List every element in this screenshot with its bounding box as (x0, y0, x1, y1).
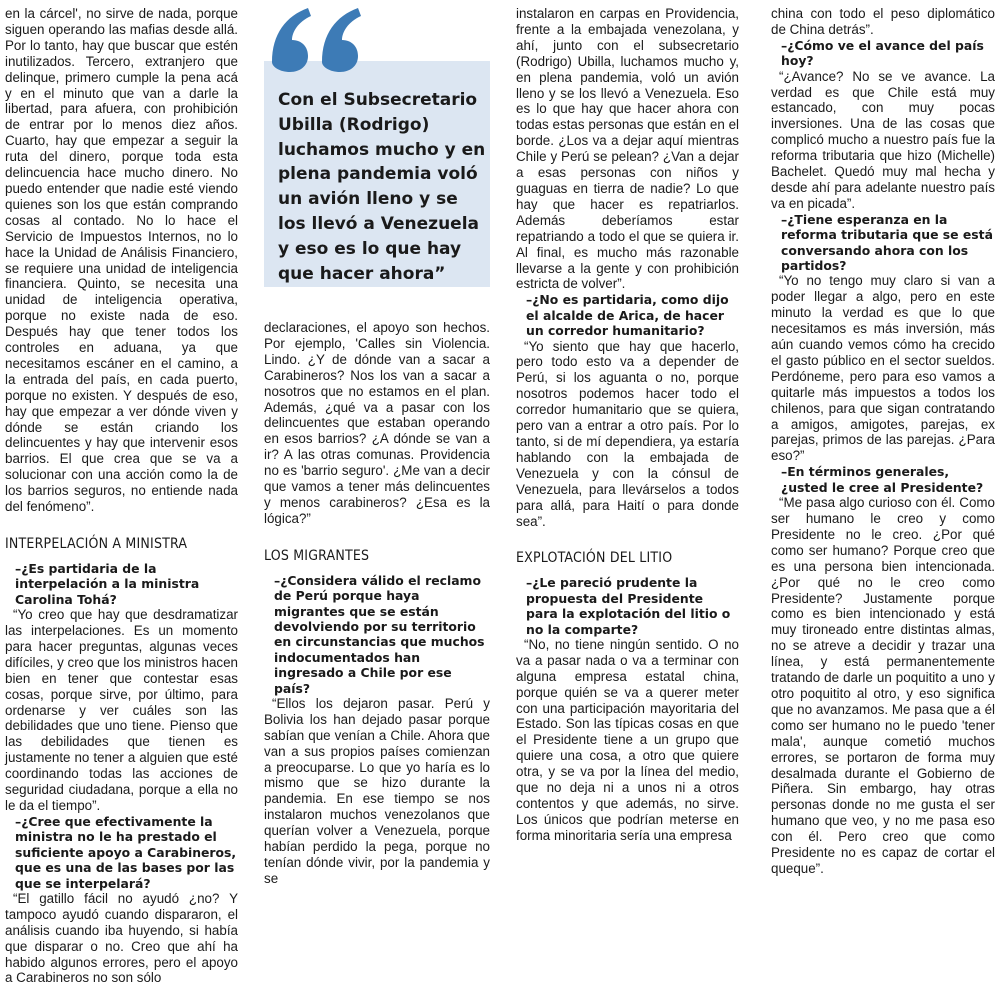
interview-question: –¿Considera válido el reclamo de Perú porque haya migrantes que se están devolviendo por su territorio en circunstancias que muchos indocumentados han ingresado a Chile por ese país? (274, 572, 485, 696)
interview-question: –En términos generales, ¿usted le cree al Presidente? (781, 464, 984, 495)
interview-question: –¿Le pareció prudente la propuesta del Presidente para la explotación del litio o no la comparte? (526, 575, 731, 637)
article-column-3 (516, 6, 739, 844)
paragraph: china con todo el peso diplomático de China detrás”. (771, 6, 995, 37)
interview-question: –¿Tiene esperanza en la reforma tributaria que se está conversando ahora con los partidos? (781, 211, 993, 273)
article-column-1 (5, 6, 238, 986)
interview-answer: “No, no tiene ningún sentido. O no va a pasar nada o va a terminar con alguna empresa estatal china, porque quién se va a querer meter con una participación mayoritaria del Estado. Son las típicas cosas en que el Presidente tiene a un grupo que quiere una cosa, a otro que quiere otra, y se va por la línea del medio, que no deja ni a unos ni a otros contentos y que además, no sirve. Los únicos que podrían meterse en forma minoritaria sería una empresa (516, 636, 739, 843)
pull-quote-text: Con el Subsecretario Ubilla (Rodrigo) luchamos mucho y en plena pandemia voló un avión lleno y se los llevó a Venezuela y eso es lo que hay que hacer ahora” (278, 90, 486, 284)
paragraph: instalaron en carpas en Providencia, frente a la embajada venezolana, y ahí, junto con el subsecretario (Rodrigo) Ubilla, luchamos mucho y, en plena pandemia, voló un avión lleno y se los llevó a Venezuela. Eso es lo que hay que hacer ahora con todas estas personas que están en el borde. ¿Los va a dejar aquí mientras Chile y Perú se pelean? ¿Van a dejar a esas personas con niños y guaguas en tierra de nadie? Lo que hay que hacer es repatriarlos. Además deberíamos estar repatriando a todo el que se quiera ir. Al final, es mucho más razonable llevarse a la gente y con prohibición estricta de volver”. (516, 6, 739, 292)
section-heading-interpelacion: INTERPELACIÓN A MINISTRA (5, 536, 188, 552)
interview-answer: “Ellos los dejaron pasar. Perú y Bolivia los han dejado pasar porque sabían que venían a Chile. Ahora que van a sus propios países comienzan a preocuparse. Lo que yo haría es lo mismo que se hizo durante la pandemia. En ese tiempo se nos instalaron muchos venezolanos que querían volver a Venezuela, porque habían perdido la pega, porque no tenían dónde vivir, por la pandemia y se (264, 695, 490, 886)
interview-answer: “Yo no tengo muy claro si van a poder llegar a algo, pero en este minuto la verdad es que lo que necesitamos es más inversión, más aún cuando vemos cómo ha crecido el gasto público en el sector sueldos. Perdóneme, pero para eso vamos a quitarle más impuestos a todos los chilenos, para que sigan contratando a amigos, amigotes, parejas, ex parejas, primos de las parejas. ¿Para eso?” (771, 273, 995, 464)
paragraph: declaraciones, el apoyo son hechos. Por ejemplo, 'Calles sin Violencia. Lindo. ¿Y de dónde van a sacar a Carabineros? Nos los van a sacar a nosotros que no estamos en el plan. Además, ¿qué va a pasar con los delincuentes que estaban operando en esos barrios? ¿A dónde se van a ir? A las otras comunas. Providencia no es 'barrio seguro'. ¿Me van a decir que vamos a tener más delincuentes y menos carabineros? ¿Esa es la lógica?” (264, 320, 490, 526)
interview-answer: “Me pasa algo curioso con él. Como ser humano le creo y como Presidente no le creo. ¿Por qué como ser humano? Porque creo que es una persona bien intencionada. ¿Por qué no le creo como Presidente? Justamente porque como es bien intencionado y está muy tironeado entre distintas almas, no se atreve a decidir y trazar una línea, y está permanentemente tratando de darle un poquitito a uno y otro poquitito al otro, y eso significa que no avanzamos. Me pasa que a él como ser humano no le puedo 'tener mala', aunque cometió muchos errores, se portaron de forma muy desalmada durante el Gobierno de Piñera. Sin embargo, hay otras personas donde no me gusta el ser humano que veo, y no me pasa eso con él. Pero creo que como Presidente no es capaz de cortar el queque”. (771, 495, 995, 876)
interview-question: –¿Cómo ve el avance del país hoy? (781, 37, 984, 69)
interview-answer: “El gatillo fácil no ayudó ¿no? Y tampoco ayudó cuando dispararon, el análisis cuando iba huyendo, si había que disparar o no. Creo que ahí ha habido algunos errores, pero el apoyo a Carabineros no son sólo (5, 890, 238, 986)
interview-question: –¿Es partidaria de la interpelación a la ministra Carolina Tohá? (15, 560, 200, 607)
article-column-4 (771, 6, 995, 877)
interview-answer: “Yo siento que hay que hacerlo, pero todo esto va a depender de Perú, si los aguanta o no, porque nosotros podemos hacer todo el corredor humanitario que se quiera, pero van a entrar a otro país. Por lo tanto, si de mí dependiera, ya estaría hablando con la embajada de Venezuela y con la cónsul de Venezuela, para llevárselos a todos para allá, para Haití o para donde sea”. (516, 338, 739, 529)
article-column-2 (264, 320, 490, 887)
interview-question: –¿Cree que efectivamente la ministra no le ha prestado el suficiente apoyo a Carabineros, que es una de las bases por las que se interpelará? (15, 813, 237, 891)
interview-answer: “Yo creo que hay que desdramatizar las interpelaciones. Es un momento para hacer preguntas, algunas veces difíciles, y creo que los ministros hacen bien en tener que contestar esas cosas, porque sirve, por último, para ordenarse y ver cuáles son las debilidades que uno tiene. Pienso que las debilidades que tienen es justamente no tener a alguien que esté coordinando todas las acciones de seguridad ciudadana, porque a ella no le da el tiempo”. (5, 607, 238, 813)
interview-question: –¿No es partidaria, como dijo el alcalde de Arica, de hacer un corredor humanitario? (526, 292, 729, 339)
section-heading-litio: EXPLOTACIÓN DEL LITIO (516, 550, 673, 567)
interview-answer: “¿Avance? No se ve avance. La verdad es que Chile está muy estancado, con muy pocas inversiones. Una de las cosas que complicó mucho a nuestro país fue la reforma tributaria que hizo (Michelle) Bachelet. Quedó muy mal hecha y desde ahí para adelante nuestro país va en picada”. (771, 68, 995, 211)
section-heading-migrantes: LOS MIGRANTES (264, 547, 370, 564)
quote-mark-icon (268, 4, 368, 74)
paragraph: en la cárcel', no sirve de nada, porque siguen operando las mafias desde allá. Por lo tanto, hay que buscar que estén inutilizados. Tercero, extranjero que delinque, primero cumple la pena acá y en el minuto que van a darle la libertad, para afuera, con prohibición de entrar por lo menos diez años. Cuarto, hay que empezar a seguir la ruta del dinero, porque toda esta delincuencia hace mucho dinero. No puedo entender que nadie esté viendo quienes son los que están comprando cosas al contado. No lo hace el Servicio de Impuestos Internos, no lo hace la Unidad de Análisis Financiero, se requiere una unidad de inteligencia financiera. Quinto, se necesita una unidad de inteligencia operativa, porque no existe nada de eso. Después hay que tener todos los controles en aduana, ya que necesitamos escáner en el camino, a la entrada del país, en cada puerto, porque no existen. Y después de eso, hay que empezar a ver dónde viven y dónde se están criando los delincuentes y hay que intervenir esos barrios. El que crea que se va a solucionar con una acción como la de los barrios seguros, no entiende nada del fenómeno”. (5, 6, 238, 515)
